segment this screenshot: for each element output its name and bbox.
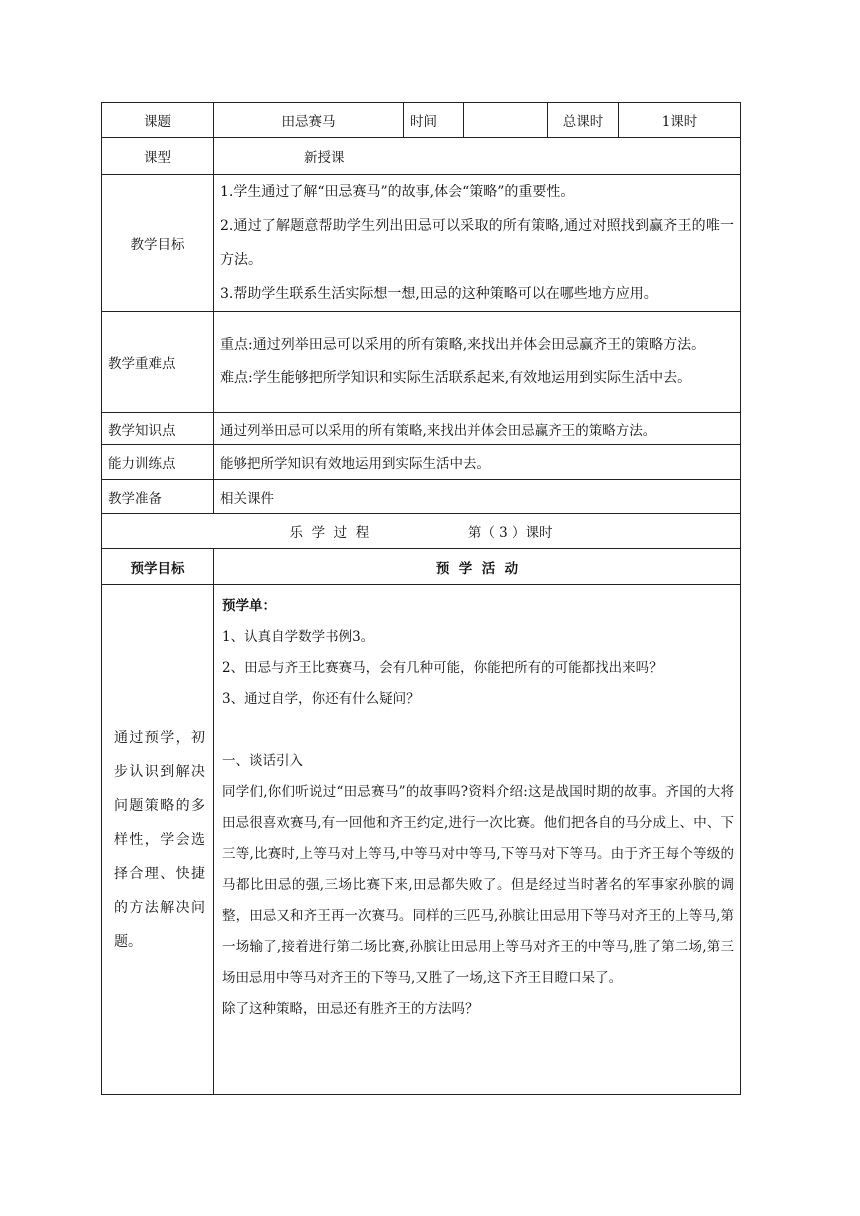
skills-value: 能够把所学知识有效地运用到实际生活中去。 xyxy=(214,445,741,480)
topic-label: 课题 xyxy=(102,103,214,138)
preview-header-row xyxy=(102,549,741,585)
process-title: 乐 学 过 程 xyxy=(289,525,370,541)
prep-label: 教学准备 xyxy=(102,480,214,514)
goals-row xyxy=(102,175,741,312)
preview-activity-content xyxy=(214,585,741,1095)
knowledge-label: 教学知识点 xyxy=(102,413,214,445)
prep-row xyxy=(102,480,741,514)
sheet-title: 预学单： xyxy=(222,598,276,614)
difficulty-text: 难点:学生能够把所学知识和实际生活联系起来,有效地运用到实际生活中去。 xyxy=(220,370,692,386)
preview-goal-text: 通过预学，初步认识到解决问题策略的多样性，学会选择合理、快捷的方法解决问题。 xyxy=(102,585,214,1095)
lesson-type-label: 课型 xyxy=(102,138,214,175)
total-periods-value: 1课时 xyxy=(619,103,741,138)
sheet-item: 3、通过自学，你还有什么疑问？ xyxy=(222,691,420,707)
lesson-type-value: 新授课 xyxy=(214,138,741,175)
goal-item: 3.帮助学生联系生活实际想一想,田忌的这种策略可以在哪些地方应用。 xyxy=(220,286,658,302)
skills-row xyxy=(102,445,741,480)
key-points-content xyxy=(214,312,741,413)
period-label: 第（ 3 ）课时 xyxy=(467,525,553,541)
skills-label: 能力训练点 xyxy=(102,445,214,480)
preview-body-row xyxy=(102,585,741,1095)
total-periods-label: 总课时 xyxy=(548,103,619,138)
process-row xyxy=(102,514,741,549)
key-points-row xyxy=(102,312,741,413)
lesson-plan-table xyxy=(101,102,741,1095)
knowledge-row xyxy=(102,413,741,445)
lesson-type-row xyxy=(102,138,741,175)
time-label: 时间 xyxy=(404,103,464,138)
sheet-item: 1、认真自学数学书例3。 xyxy=(222,629,375,645)
intro-heading: 一、谈话引入 xyxy=(222,753,303,769)
sheet-item: 2、田忌与齐王比赛赛马，会有几种可能，你能把所有的可能都找出来吗？ xyxy=(222,660,663,676)
header-row xyxy=(102,103,741,138)
topic-value: 田忌赛马 xyxy=(214,103,404,138)
goal-item: 1.学生通过了解“田忌赛马”的故事,体会“策略”的重要性。 xyxy=(220,184,575,200)
goal-item: 2.通过了解题意帮助学生列出田忌可以采取的所有策略,通过对照找到赢齐王的唯一方法。 xyxy=(220,218,734,268)
key-points-label: 教学重难点 xyxy=(102,312,214,413)
preview-goal-header: 预学目标 xyxy=(102,549,214,585)
goals-label: 教学目标 xyxy=(102,175,214,312)
process-header xyxy=(102,514,741,549)
lesson-plan-page xyxy=(101,102,740,1095)
time-value xyxy=(464,103,548,138)
goals-content xyxy=(214,175,741,312)
closing-question: 除了这种策略，田忌还有胜齐王的方法吗？ xyxy=(222,1001,479,1017)
story-text: 同学们,你们听说过“田忌赛马”的故事吗?资料介绍:这是战国时期的故事。齐国的大将田忌很喜欢赛马,有一回他和齐王约定,进行一次比赛。他们把各自的马分成上、中、下三等,比赛时,上等马对上等马,中等马对中等马,下等马对下等马。由于齐王每个等级的马都比田忌的强,三场比赛下来,田忌都失败了。但是经过当时著名的军事家孙膑的调整，田忌又和齐王再一次赛马。同样的三匹马,孙膑让田忌用下等马对齐王的上等马,第一场输了,接着进行第二场比赛,孙膑让田忌用上等马对齐王的中等马,胜了第二场,第三场田忌用中等马对齐王的下等马,又胜了一场,这下齐王目瞪口呆了。 xyxy=(222,784,734,986)
focus-text: 重点:通过列举田忌可以采用的所有策略,来找出并体会田忌赢齐王的策略方法。 xyxy=(220,337,706,353)
preview-activity-header: 预 学 活 动 xyxy=(214,549,741,585)
prep-value: 相关课件 xyxy=(214,480,741,514)
knowledge-value: 通过列举田忌可以采用的所有策略,来找出并体会田忌赢齐王的策略方法。 xyxy=(214,413,741,445)
